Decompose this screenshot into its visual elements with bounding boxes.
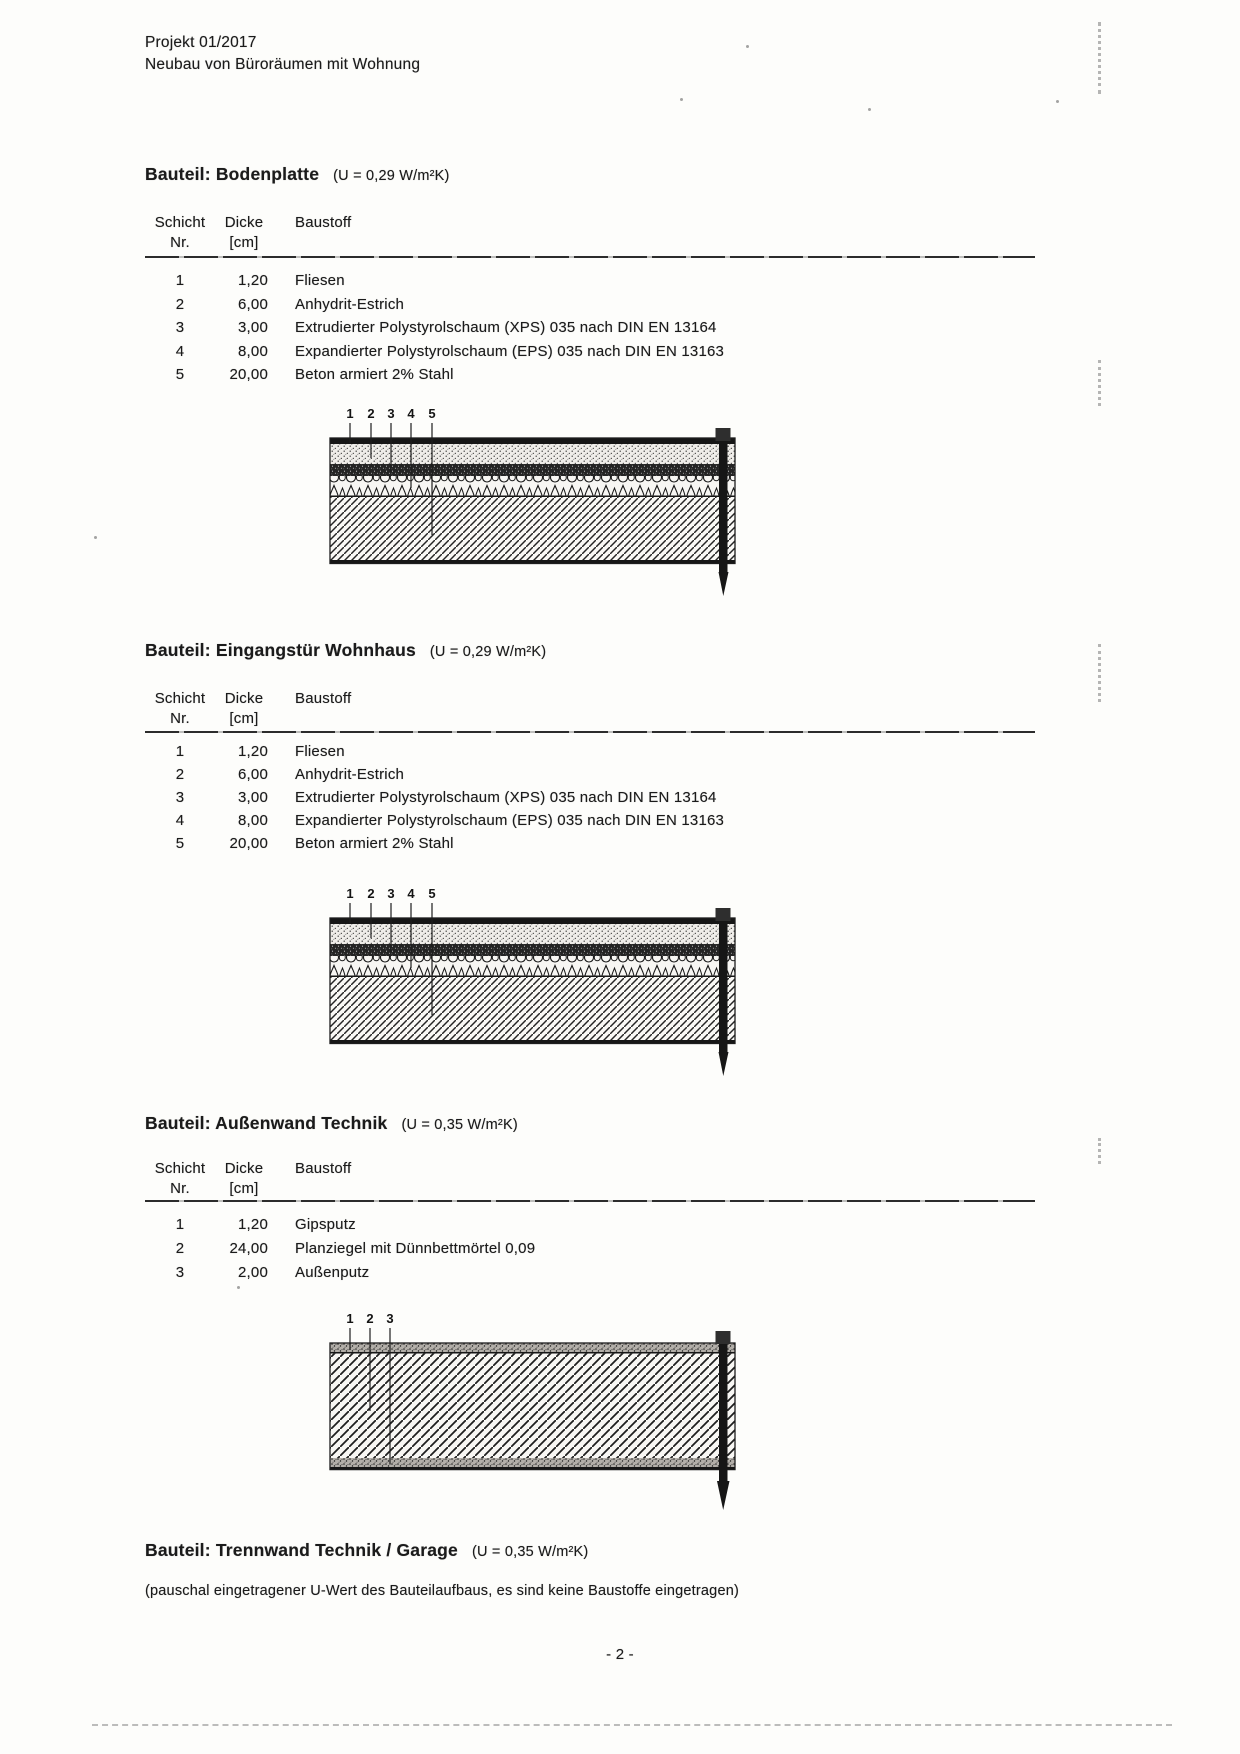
cell-dicke: 24,00	[229, 1240, 268, 1257]
section-title-text: Bauteil: Trennwand Technik / Garage	[145, 1540, 458, 1560]
cell-nr: 5	[175, 366, 185, 383]
scan-artifact	[1098, 1138, 1101, 1164]
col-header-nr: Nr.	[170, 710, 190, 727]
section-title-trennwand	[145, 1540, 588, 1561]
table-row	[0, 1264, 1240, 1284]
layer-label: 4	[407, 406, 415, 421]
cell-nr: 1	[175, 1216, 185, 1233]
cell-dicke: 2,00	[238, 1264, 268, 1281]
cell-baustoff: Expandierter Polystyrolschaum (EPS) 035 nach DIN EN 13163	[295, 343, 725, 360]
cell-baustoff: Planziegel mit Dünnbettmörtel 0,09	[295, 1240, 536, 1257]
scan-artifact	[868, 108, 871, 111]
cell-nr: 1	[175, 743, 185, 760]
cell-dicke: 3,00	[238, 789, 268, 806]
table-header-row2	[0, 1180, 1240, 1200]
table-row	[0, 812, 1240, 832]
section-title-text: Bauteil: Eingangstür Wohnhaus	[145, 640, 416, 660]
col-header-dicke: Dicke	[224, 690, 264, 707]
cell-nr: 5	[175, 835, 185, 852]
scan-artifact	[92, 1724, 1172, 1726]
table-header-rule	[145, 256, 1035, 258]
layer-eps	[330, 476, 735, 497]
table-row	[0, 789, 1240, 809]
bodenplatte-cross-section-diagram	[295, 400, 745, 600]
cell-baustoff: Fliesen	[295, 743, 345, 760]
cell-dicke: 8,00	[238, 343, 268, 360]
cell-nr: 3	[175, 319, 185, 336]
project-number: Projekt 01/2017	[145, 34, 257, 51]
cell-dicke: 1,20	[238, 1216, 268, 1233]
cell-dicke: 6,00	[238, 766, 268, 783]
cell-nr: 3	[175, 789, 185, 806]
section-title-eingangstuer	[145, 640, 546, 661]
table-header-row	[0, 1160, 1240, 1180]
table-row	[0, 766, 1240, 786]
table-header-row	[0, 214, 1240, 234]
cell-baustoff: Extrudierter Polystyrolschaum (XPS) 035 nach DIN EN 13164	[295, 319, 717, 336]
col-header-schicht: Schicht	[154, 690, 206, 707]
scan-artifact	[746, 45, 749, 48]
scan-artifact	[1098, 22, 1101, 94]
layer-number-labels	[346, 1311, 393, 1326]
cell-nr: 2	[175, 296, 185, 313]
col-header-dicke: Dicke	[224, 214, 264, 231]
aussenwand-cross-section-diagram	[295, 1303, 745, 1518]
cell-nr: 1	[175, 272, 185, 289]
layer-label: 5	[428, 406, 436, 421]
col-header-schicht: Schicht	[154, 214, 206, 231]
cell-dicke: 6,00	[238, 296, 268, 313]
layer-number-labels	[346, 406, 435, 421]
cell-nr: 4	[175, 343, 185, 360]
layer-label: 2	[367, 406, 375, 421]
table-header-rule	[145, 731, 1035, 733]
layer-label: 1	[346, 886, 354, 901]
col-header-cm: [cm]	[229, 1180, 259, 1197]
cell-dicke: 3,00	[238, 319, 268, 336]
cell-baustoff: Anhydrit-Estrich	[295, 296, 405, 313]
cell-baustoff: Extrudierter Polystyrolschaum (XPS) 035 nach DIN EN 13164	[295, 789, 717, 806]
layer-label: 1	[346, 1311, 354, 1326]
cell-baustoff: Außenputz	[295, 1264, 370, 1281]
cell-dicke: 20,00	[229, 835, 268, 852]
layer-label: 3	[387, 886, 395, 901]
layer-label: 3	[386, 1311, 394, 1326]
cell-dicke: 1,20	[238, 743, 268, 760]
layer-label: 2	[366, 1311, 374, 1326]
cell-nr: 4	[175, 812, 185, 829]
layer-gipsputz	[330, 1343, 735, 1352]
table-row	[0, 343, 1240, 363]
layer-label: 2	[367, 886, 375, 901]
col-header-baustoff: Baustoff	[295, 214, 352, 231]
col-header-nr: Nr.	[170, 1180, 190, 1197]
cell-baustoff: Anhydrit-Estrich	[295, 766, 405, 783]
table-row	[0, 1216, 1240, 1236]
table-header-rule	[145, 1200, 1035, 1202]
col-header-baustoff: Baustoff	[295, 1160, 352, 1177]
table-row	[0, 319, 1240, 339]
eingangstuer-cross-section-diagram	[295, 880, 745, 1080]
section-title-aussenwand	[145, 1113, 518, 1134]
cell-baustoff: Expandierter Polystyrolschaum (EPS) 035 nach DIN EN 13163	[295, 812, 725, 829]
section-title-bodenplatte	[145, 164, 450, 185]
cell-baustoff: Beton armiert 2% Stahl	[295, 835, 454, 852]
table-row	[0, 366, 1240, 386]
layer-stack	[330, 1343, 735, 1470]
section-title-text: Bauteil: Außenwand Technik	[145, 1113, 388, 1133]
layer-planziegel	[330, 1354, 735, 1458]
col-header-nr: Nr.	[170, 234, 190, 251]
col-header-dicke: Dicke	[224, 1160, 264, 1177]
cell-dicke: 1,20	[238, 272, 268, 289]
table-row	[0, 1240, 1240, 1260]
layer-aussenputz	[330, 1458, 735, 1467]
layer-number-labels	[346, 886, 435, 901]
cell-baustoff: Beton armiert 2% Stahl	[295, 366, 454, 383]
col-header-cm: [cm]	[229, 234, 259, 251]
scan-artifact	[1098, 644, 1101, 702]
col-header-schicht: Schicht	[154, 1160, 206, 1177]
u-value: (U = 0,35 W/m²K)	[401, 1117, 518, 1133]
layer-beton	[330, 497, 735, 560]
cell-nr: 2	[175, 766, 185, 783]
u-value: (U = 0,29 W/m²K)	[429, 644, 547, 660]
layer-label: 3	[387, 406, 395, 421]
scan-artifact	[680, 98, 683, 101]
col-header-baustoff: Baustoff	[295, 690, 352, 707]
layer-beton	[330, 977, 735, 1040]
scan-artifact	[237, 1286, 240, 1289]
layer-label: 1	[346, 406, 354, 421]
page-number: - 2 -	[606, 1646, 634, 1663]
table-header-row2	[0, 710, 1240, 730]
u-value: (U = 0,29 W/m²K)	[333, 168, 450, 184]
table-row	[0, 835, 1240, 855]
layer-label: 5	[428, 886, 436, 901]
project-title: Neubau von Büroräumen mit Wohnung	[145, 56, 421, 73]
layer-eps	[330, 956, 735, 977]
cell-dicke: 20,00	[229, 366, 268, 383]
cell-baustoff: Gipsputz	[295, 1216, 356, 1233]
u-value: (U = 0,35 W/m²K)	[472, 1544, 589, 1560]
layer-label: 4	[407, 886, 415, 901]
section-note: (pauschal eingetragener U-Wert des Bauteilaufbaus, es sind keine Baustoffe eingetragen)	[145, 1583, 740, 1599]
section-title-text: Bauteil: Bodenplatte	[145, 164, 320, 184]
table-header-row	[0, 690, 1240, 710]
cell-nr: 3	[175, 1264, 185, 1281]
col-header-cm: [cm]	[229, 710, 259, 727]
cell-dicke: 8,00	[238, 812, 268, 829]
scan-artifact	[94, 536, 97, 539]
table-row	[0, 272, 1240, 292]
cell-baustoff: Fliesen	[295, 272, 345, 289]
cell-nr: 2	[175, 1240, 185, 1257]
scan-artifact	[1056, 100, 1059, 103]
scan-artifact	[1098, 360, 1101, 406]
table-header-row2	[0, 234, 1240, 254]
table-row	[0, 743, 1240, 763]
table-row	[0, 296, 1240, 316]
